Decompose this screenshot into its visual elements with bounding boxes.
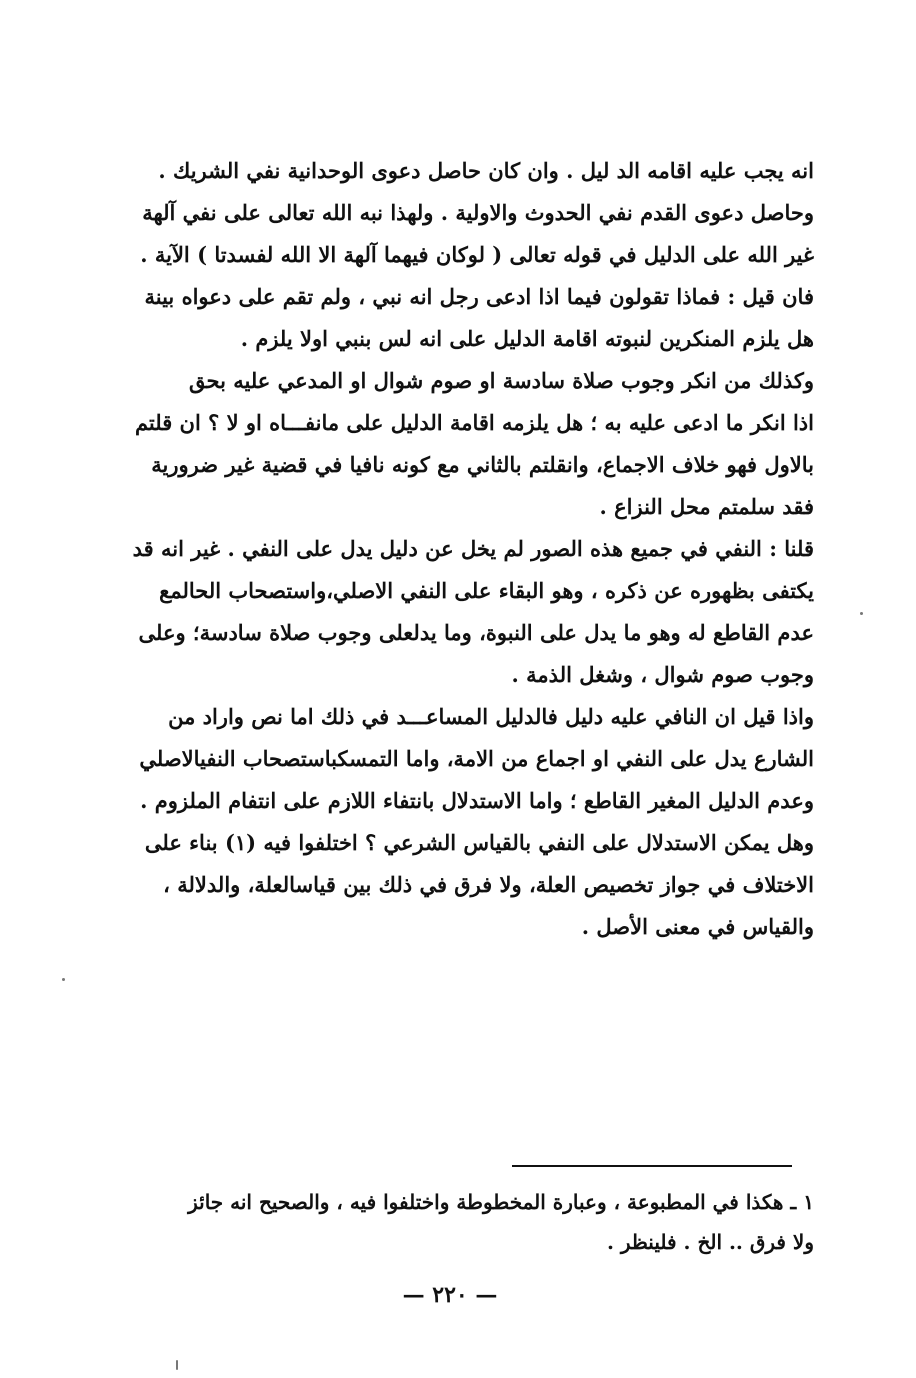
- text-line: وجوب صوم شوال ، وشغل الذمة .: [511, 662, 814, 687]
- scan-speck: [860, 612, 863, 615]
- text-line: انه يجب عليه اقامه الد ليل . وان كان حاصل دعوى الوحدانية نفي الشريك .: [158, 158, 814, 183]
- text-line: غير الله على الدليل في قوله تعالى ( لوكان فيهما آلهة الا الله لفسدتا ) الآية .: [140, 242, 814, 267]
- text-line: وكذلك من انكر وجوب صلاة سادسة او صوم شوال او المدعي عليه بحق: [189, 368, 814, 393]
- text-line: هل يلزم المنكرين لنبوته اقامة الدليل على انه لس بنبي اولا يلزم .: [240, 326, 814, 351]
- text-line: واذا قيل ان النافي عليه دليل فالدليل المساعـــد في ذلك اما نص واراد من: [168, 704, 814, 729]
- text-line: وهل يمكن الاستدلال على النفي بالقياس الشرعي ؟ اختلفوا فيه (١) بناء على: [144, 830, 814, 855]
- text-line: وحاصل دعوى القدم نفي الحدوث والاولية . ولهذا نبه الله تعالى على نفي آلهة: [142, 200, 814, 225]
- text-line: الشارع يدل على النفي او اجماع من الامة، واما التمسكباستصحاب النفيالاصلي: [139, 746, 814, 771]
- text-line: بالاول فهو خلاف الاجماع، وانقلتم بالثاني مع كونه نافيا في قضية غير ضرورية: [151, 452, 814, 477]
- text-line: اذا انكر ما ادعى عليه به ؛ هل يلزمه اقامة الدليل على مانفـــاه او لا ؟ ان قلتم: [134, 410, 814, 435]
- text-line: فقد سلمتم محل النزاع .: [599, 494, 814, 519]
- footnote-divider: [512, 1165, 792, 1167]
- text-line: عدم القاطع له وهو ما يدل على النبوة، وما يدلعلى وجوب صلاة سادسة؛ وعلى: [138, 620, 814, 645]
- footnote-line: ١ ـ هكذا في المطبوعة ، وعبارة المخطوطة واختلفوا فيه ، والصحيح انه جائز: [188, 1190, 814, 1214]
- scan-speck: [176, 1360, 178, 1370]
- footnote-line: ولا فرق .. الخ . فلينظر .: [606, 1230, 814, 1254]
- text-line: يكتفى بظهوره عن ذكره ، وهو البقاء على النفي الاصلي،واستصحاب الحالمع: [159, 578, 814, 603]
- page-number: — ٢٢٠ —: [402, 1282, 498, 1308]
- footnote-block: [90, 1182, 814, 1262]
- scan-speck: [62, 978, 65, 981]
- text-line: قلنا : النفي في جميع هذه الصور لم يخل عن دليل يدل على النفي . غير انه قد: [132, 536, 814, 561]
- text-line: الاختلاف في جواز تخصيص العلة، ولا فرق في ذلك بين قياسالعلة، والدلالة ،: [163, 872, 814, 897]
- text-line: فان قيل : فماذا تقولون فيما اذا ادعى رجل انه نبي ، ولم تقم على دعواه بينة: [144, 284, 814, 309]
- text-line: والقياس في معنى الأصل .: [581, 914, 814, 939]
- main-text-block: [96, 150, 814, 948]
- text-line: وعدم الدليل المغير القاطع ؛ واما الاستدلال بانتفاء اللازم على انتفام الملزوم .: [140, 788, 814, 813]
